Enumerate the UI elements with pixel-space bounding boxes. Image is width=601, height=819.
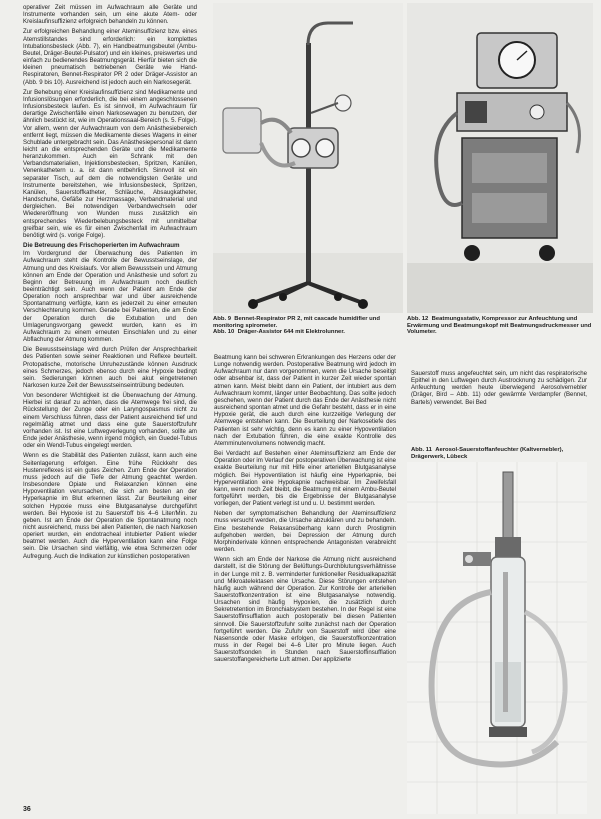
caption-label: Abb. 9 [213, 316, 231, 322]
caption-text: Aerosol-Sauerstoffanfeuchter (Kaltvernebler), Drägerwerk, Lübeck [411, 447, 564, 460]
paragraph: Beatmung kann bei schweren Erkrankungen des Herzens oder der Lunge notwendig werden. Postoperative Beatmung wird jedoch im Aufwachraum nur dann vorgenommen, wenn die Ursache beseitigt oder absehbar ist, dass der Patient in kurzer Zeit wieder spontan atmen kann. Meist bleibt dann ein Patient, der intubiert aus dem Aufwachraum kommt, länger unter Beobachtung. Das sollte jedoch geschehen, wenn der Patient durch das Ende der Anästhesie nicht ausreichend spontan atmet und die Gefahr besteht, dass er in eine Hypoxie gerät, die auch durch eine kurzzeitige Verlegung der Atemwege entstehen kann. Die Beurteilung der Narkosetiefe des Patienten ist sehr wichtig, denn es kann zu einer Hypoventilation nach der Extubation führen, die eine exakte Kontrolle des Atemminutenvolumens notwendig macht. [214, 354, 396, 447]
text-column-left [23, 4, 197, 804]
section-heading: Die Betreuung des Frischoperierten im Aufwachraum [23, 242, 180, 249]
caption-label: Abb. 11 [411, 447, 432, 453]
respirator-stand-illustration [213, 3, 403, 313]
caption-line [213, 316, 403, 329]
figure-humidifier-photo [407, 462, 587, 814]
paragraph: Bei Verdacht auf Bestehen einer Ateminsuffizienz am Ende der Operation oder im Verlauf der postoperativen Überwachung ist eine exakte Beurteilung nur mit Hilfe einer arteriellen Blutgasanalyse möglich. Bei Hypoventilation ist häufig eine Hyperkapnie, bei Hyperventilation eine Hypokapnie nachweisbar. Im Zweifelsfall kann, wenn noch Zeit bleibt, die Beatmung mit einem Ambu-Beutel fortgeführt werden, bis die Ergebnisse der Blutgasanalyse vorliegen, der Patient verlegt ist und u. U. bestimmt werden. [214, 450, 396, 508]
caption-line [213, 329, 403, 336]
page-number: 36 [23, 806, 31, 813]
paragraph: Wenn es die Stabilität des Patienten zulässt, kann auch eine Seitenlagerung erfolgen. Eine frühe Rückkehr des Hustenreflexes ist ein gutes Zeichen. Zum Ende der Operation muss jedoch auf die Tiefe der Atmung geachtet werden. Insbesondere Opiate und Relaxanzien können eine Hypoventilation verursachen, die sich am besten an der Hyperkapnie im Blut erkennen lässt. Zur Beurteilung einer solchen Hypoxie muss eine Blutgasanalyse durchgeführt werden. Bei Hypoxie ist zu Sauerstoff bis 4–6 Liter/Min. zu geben. Ist am Ende der Operation die Spontanatmung noch nicht ausreichend, muss bei allen Patienten, die nach Narkosen operiert wurden, ein endotracheal intubierter Patient wieder beatmet werden. Auch die Hyperventilation kann eine Folge sein. Die Ursachen sind vielfältig, wie etwa Schmerzen oder Aufregung. Auch die Indikation zur künstlichen postoperativen [23, 452, 197, 560]
humidifier-illustration [407, 462, 587, 814]
caption-label: Abb. 10 [213, 329, 235, 336]
paragraph: Neben der symptomatischen Behandlung der Ateminsuffizienz muss versucht werden, die Ursache abzuklären und zu behandeln. Eine bestehende Relaxansüberhang kann durch Prostigmin aufgehoben werden, bei Depression der Atmung durch Morphinderivate können entsprechende Antagonisten verabreicht werden. [214, 510, 396, 554]
caption-text: Beatmungsstativ, Kompressor zur Anfeuchtung und Erwärmung und Beatmungskopf mit Beatmungsdruckmesser und Volumeter. [407, 316, 592, 336]
paragraph: Sauerstoff muss angefeuchtet sein, um nicht das respiratorische Epithel in den Luftwegen durch Austrocknung zu schädigen. Zur Anfeuchtung werden heute überwiegend Aerosolvernebler (Dräger, Bird – Abb. 11) oder gewärmte Verdampfer (Bennet, Bartels) verwendet. Bei Bed [411, 370, 587, 406]
text-column-right [411, 370, 587, 430]
figure-caption-11 [411, 447, 591, 460]
ventilation-stand-illustration [407, 3, 593, 313]
paragraph: operativer Zeit müssen im Aufwachraum alle Geräte und Instrumente vorhanden sein, um eine akute Atem- oder Kreislaufinsuffizienz erfolgreich behandeln zu können. [23, 4, 197, 26]
paragraph: Zur erfolgreichen Behandlung einer Ateminsuffizienz bzw. eines Atemstillstandes sind erforderlich: ein komplettes Intubationsbesteck (Abb. 7), ein Handbeatmungsbeutel (Ambu-Beutel, Dräger-Beutel-Pulsator) und ein kleines, preiswertes und einfach zu bedienendes Beatmungsgerät. Hierfür bieten sich die kleinen pneumatisch betriebenen Geräte wie Hand-Respiratoren, Bennet-Respirator PR 2 oder Dräger-Assistor an (Abb. 9 bis 10). Ausreichend ist jedoch auch ein Narkosegerät. [23, 28, 197, 86]
paragraph: Die Bewusstseinslage wird durch Prüfen der Ansprechbarkeit des Patienten sowie seiner Reaktionen und Reflexe beurteilt. Protopatische, motorische Unruhezustände können Ausdruck eines Schmerzes, jedoch ebenso durch eine Hypoxie bedingt sein. Sedierungen können auch bei akut eingetretenen Narkosen kurze Zeit der Bewusstseinseintrübung bedeuten. [23, 346, 197, 390]
caption-text: Dräger-Assistor 644 mit Elektrolunner. [237, 329, 345, 336]
paragraph: Wenn sich am Ende der Narkose die Atmung nicht ausreichend darstellt, ist die Störung der Belüftungs-Durchblutungsverhältnisse in der Lunge mit z. B. verminderter funktioneller Residualkapazität und Mikroatelektasen eine Ursache. Diese Störungen entstehen häufig auch während der Operation. Zur Kontrolle der arteriellen Sauerstoffkonzentration ist eine Blutgasanalyse notwendig. Ursachen sind häufig Hypoxien, die zusätzlich durch Sekretretention im Bronchialsystem bestehen. In der Regel ist eine Sauerstoffinsufflation auch postoperativ bei diesen Patienten sinnvoll. Die Sauerstoffzufuhr sollte zunächst nach der Operation fortgeführt werden. Die Zufuhr von Sauerstoff wird über eine Nasensonde oder Maske erfolgen, die Sauerstoffkonzentration muss in der Regel bei 4–6 Liter pro Minute liegen. Auch Sauerstoffsonden in Stunden nach Sauerstoffinsufflation sauerstoffangereicherte Luft atmen. Der applizierte [214, 556, 396, 664]
paragraph: Im Vordergrund der Überwachung des Patienten im Aufwachraum steht die Kontrolle der Bewusstseinslage, der Atmung und des Kreislaufs. Vor allem Bewusstsein und Atmung können am Ende der Operation und Anästhesie und sofort zu Beginn der Betreuung im Aufwachraum noch deutlich beeinträchtigt sein. Auch wenn der Patient am Ende der Operation noch ansprechbar war und über ausreichende Spontanatmung verfügte, kann es jederzeit zu einer erneuten Verschlechterung kommen. Gerade bei Patienten, die am Ende der Operation durch die Extubation und den Umlagerungsvorgang geweckt wurden, kann es im Aufwachraum zu einem erneuten Einschlafen und zu einer Abflachung der Atmung kommen. [23, 250, 197, 344]
text-column-middle [214, 354, 396, 816]
caption-text: Bennet-Respirator PR 2, mit cascade humidifier und monitoring spirometer. [213, 316, 380, 329]
figure-ventilation-stand-photo [407, 3, 593, 313]
caption-label: Abb. 12 [407, 316, 429, 322]
paragraph: Von besonderer Wichtigkeit ist die Überwachung der Atmung. Hierbei ist darauf zu achten, dass die Atemwege frei sind, die Rückstellung der Zunge oder ein Laryngospasmus nicht zu einem Verschluss führen, dass der Patient ausreichend tief und regelmäßig atmet und dass eine gute Sauerstoffzufuhr vorhanden ist. Ist eine Luftwegverlegung vorhanden, sollte am Ende jeder Anästhesie, wenn irgend möglich, ein Guedel-Tubus oder ein Wendl-Tubus eingelegt werden. [23, 392, 197, 450]
figure-caption-12 [407, 316, 593, 336]
paragraph: Zur Behebung einer Kreislaufinsuffizienz sind Medikamente und Infusionslösungen erforderlich, die bei einem angeschlossenen Infusionsbesteck laufen. Es ist sinnvoll, im Aufwachraum für derartige Zwischenfälle einen Narkosewagen zu benutzen, der ähnlich bestückt ist, wie im Operationssaal-Bereich (s. 5. Folge). Vor allem, wenn der Aufwachraum von dem Anästhesiebereich entfernt liegt, müssen die Medikamente dieses Wagens in einer Schublade untergebracht sein. Das Anästhesiepersonal ist dann leicht an die entsprechenden Geräte und die Medikamente heranzukommen. Auch ein Schrank mit den Verbandsmaterialien, Injektionsbestecken, Spritzen, Kanülen, Venenkathetern u. a. ist dann entbehrlich. Sinnvoll ist ein separater Tisch, auf dem die notwendigsten Geräte und Instrumente bereitstehen, wie Infusionsbesteck, Spritzen, Kanülen, Sauerstoffkatheter, Schläuche, Absaugkatheter, Handschuhe, Gefäße zur Herzmassage, Verbandmaterial und dergleichen. Bei notwendigen Verbandwechseln oder Wiedereröffnung von Wunden muss zusätzlich ein entsprechendes Wiederbelebungsbesteck mit unmittelbar greifbar sein, wie es für einen Zwischenfall im Aufwachraum benötigt wird (s. vorige Folge). [23, 88, 197, 239]
figure-respirator-stand-photo [213, 3, 403, 313]
figure-caption-9-10 [213, 316, 403, 336]
